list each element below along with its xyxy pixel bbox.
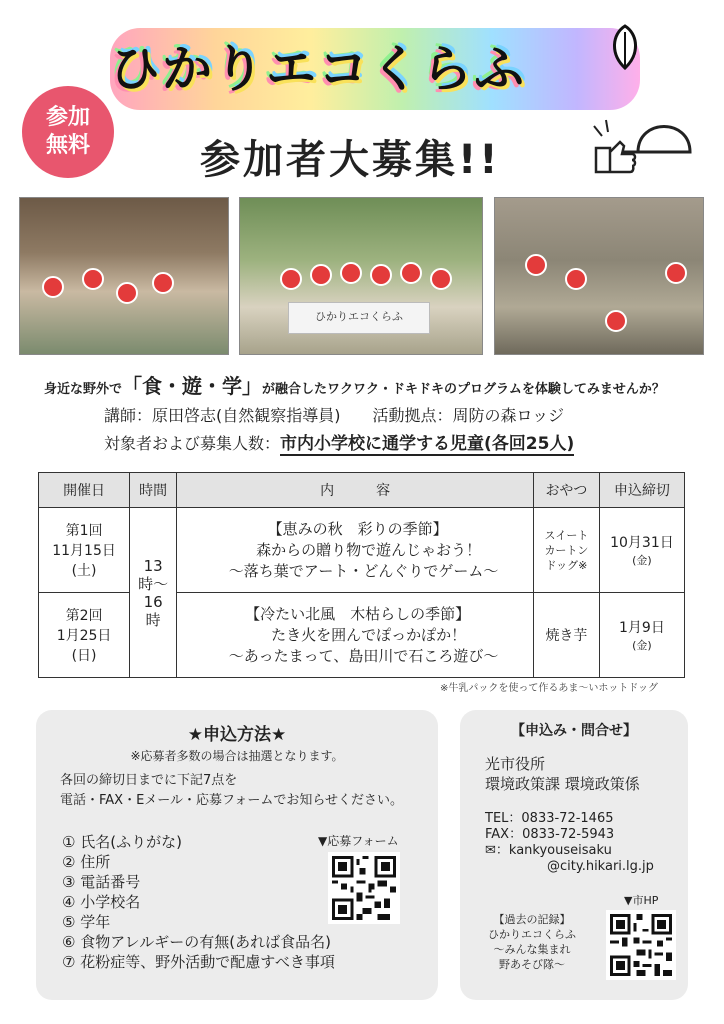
event-weekday: (日) bbox=[71, 648, 97, 664]
past-records-line2: ひかりエコくらふ bbox=[488, 928, 576, 941]
photo-banner-text: ひかりエコくらふ bbox=[288, 302, 430, 334]
list-item: ⑦ 花粉症等、野外活動で配慮すべき事項 bbox=[62, 953, 335, 971]
hp-qr-label: ▼市HP bbox=[624, 894, 659, 907]
instruction-line1: 各回の締切日までに下記7点を bbox=[60, 773, 238, 788]
date-cell bbox=[39, 593, 130, 678]
content-cell bbox=[177, 508, 534, 593]
deadline-weekday: (金) bbox=[632, 554, 652, 567]
contact-details bbox=[485, 811, 654, 875]
event-date: 11月15日 bbox=[52, 543, 116, 559]
snack-text: 焼き芋 bbox=[545, 628, 588, 644]
method-instructions bbox=[60, 771, 403, 811]
header-deadline: 申込締切 bbox=[599, 473, 684, 508]
department-name: 環境政策課 環境政策係 bbox=[485, 775, 640, 793]
target-label: 対象者および募集人数： bbox=[104, 434, 281, 453]
instructor-line: 講師：原田啓志(自然観察指導員) 活動拠点：周防の森ロッジ bbox=[104, 406, 565, 425]
past-records-heading: 【過去の記録】 bbox=[493, 913, 571, 926]
deadline-date: 10月31日 bbox=[610, 535, 674, 551]
snack-footnote: ※牛乳パックを使って作るあま〜いホットドッグ bbox=[440, 683, 658, 694]
snack-cell bbox=[534, 593, 600, 678]
header-time: 時間 bbox=[130, 473, 177, 508]
flyer-title-text: ひかりエコくらふ bbox=[110, 40, 526, 98]
deadline-cell bbox=[599, 593, 684, 678]
email-domain[interactable]: @city.hikari.lg.jp bbox=[547, 859, 654, 874]
past-records-note bbox=[472, 912, 592, 972]
leaf-icon bbox=[608, 24, 642, 70]
round-label: 第1回 bbox=[65, 523, 103, 539]
content-title: 【恵みの秋 彩りの季節】 bbox=[267, 519, 448, 538]
form-qr-label: ▼応募フォーム bbox=[318, 834, 399, 848]
photo-group bbox=[239, 197, 483, 355]
instruction-line2: 電話・FAX・Eメール・応募フォームでお知らせください。 bbox=[60, 793, 403, 808]
table-header-row bbox=[39, 473, 685, 508]
form-qr-code[interactable] bbox=[328, 852, 400, 924]
cap-and-thumbs-up-icon bbox=[590, 96, 700, 182]
phone-number[interactable]: TEL：0833-72-1465 bbox=[485, 811, 614, 826]
deadline-weekday: (金) bbox=[632, 639, 652, 652]
list-item: ② 住所 bbox=[62, 853, 111, 871]
header-snack: おやつ bbox=[534, 473, 600, 508]
content-line2: 〜あったまって、島田川で石ころ遊び〜 bbox=[228, 646, 499, 665]
date-cell bbox=[39, 508, 130, 593]
office-name: 光市役所 bbox=[485, 755, 546, 773]
method-title: ★申込方法★ bbox=[187, 725, 287, 745]
badge-line2: 無料 bbox=[45, 133, 90, 158]
content-line1: たき火を囲んでぽっかぽか！ bbox=[271, 625, 467, 644]
table-row bbox=[39, 508, 685, 593]
past-records-line3: 〜みんな集まれ bbox=[493, 943, 571, 956]
lottery-note: ※応募者多数の場合は抽選となります。 bbox=[130, 749, 344, 763]
office-info bbox=[485, 754, 640, 794]
photo-cooking-activity bbox=[19, 197, 229, 355]
intro-pre: 身近な野外で bbox=[44, 382, 123, 397]
snack-text: スイートカートンドッグ※ bbox=[544, 528, 589, 572]
deadline-cell bbox=[599, 508, 684, 593]
list-item: ① 氏名(ふりがな) bbox=[62, 833, 182, 851]
content-line1: 森からの贈り物で遊んじゃおう！ bbox=[256, 540, 482, 559]
content-cell bbox=[177, 593, 534, 678]
free-badge bbox=[22, 86, 114, 178]
intro-line bbox=[44, 370, 694, 399]
target-value: 市内小学校に通学する児童(各回25人) bbox=[280, 434, 575, 454]
target-line bbox=[104, 429, 574, 454]
content-title: 【冷たい北風 木枯らしの季節】 bbox=[245, 604, 471, 623]
header-date: 開催日 bbox=[39, 473, 130, 508]
list-item: ③ 電話番号 bbox=[62, 873, 141, 891]
list-item: ⑥ 食物アレルギーの有無(あれば食品名) bbox=[62, 933, 331, 951]
event-date: 1月25日 bbox=[56, 628, 112, 644]
flyer-title bbox=[110, 28, 640, 110]
header-content: 内 容 bbox=[177, 473, 534, 508]
city-hp-qr-code[interactable] bbox=[606, 910, 676, 980]
time-cell bbox=[130, 508, 177, 678]
event-weekday: (土) bbox=[71, 563, 97, 579]
deadline-date: 1月9日 bbox=[619, 620, 665, 636]
intro-post: が融合したワクワク・ドキドキのプログラムを体験してみませんか？ bbox=[262, 382, 665, 397]
required-items-list bbox=[62, 832, 335, 972]
contact-title: 【申込み・問合せ】 bbox=[511, 723, 637, 739]
content-line2: 〜落ち葉でアート・どんぐりでゲーム〜 bbox=[228, 561, 499, 580]
round-label: 第2回 bbox=[65, 608, 103, 624]
past-records-line4: 野あそび隊〜 bbox=[499, 958, 565, 971]
email-user[interactable]: ✉：kankyouseisaku bbox=[485, 843, 612, 858]
snack-cell bbox=[534, 508, 600, 593]
badge-line1: 参加 bbox=[45, 105, 90, 130]
list-item: ⑤ 学年 bbox=[62, 913, 111, 931]
list-item: ④ 小学校名 bbox=[62, 893, 141, 911]
photo-nature-craft bbox=[494, 197, 704, 355]
time-text: 13時〜16時 bbox=[138, 556, 169, 629]
fax-number: FAX：0833-72-5943 bbox=[485, 827, 615, 842]
recruitment-heading: 参加者大募集!! bbox=[200, 137, 501, 183]
intro-highlight: 「食・遊・学」 bbox=[122, 374, 263, 398]
schedule-table bbox=[38, 472, 685, 678]
